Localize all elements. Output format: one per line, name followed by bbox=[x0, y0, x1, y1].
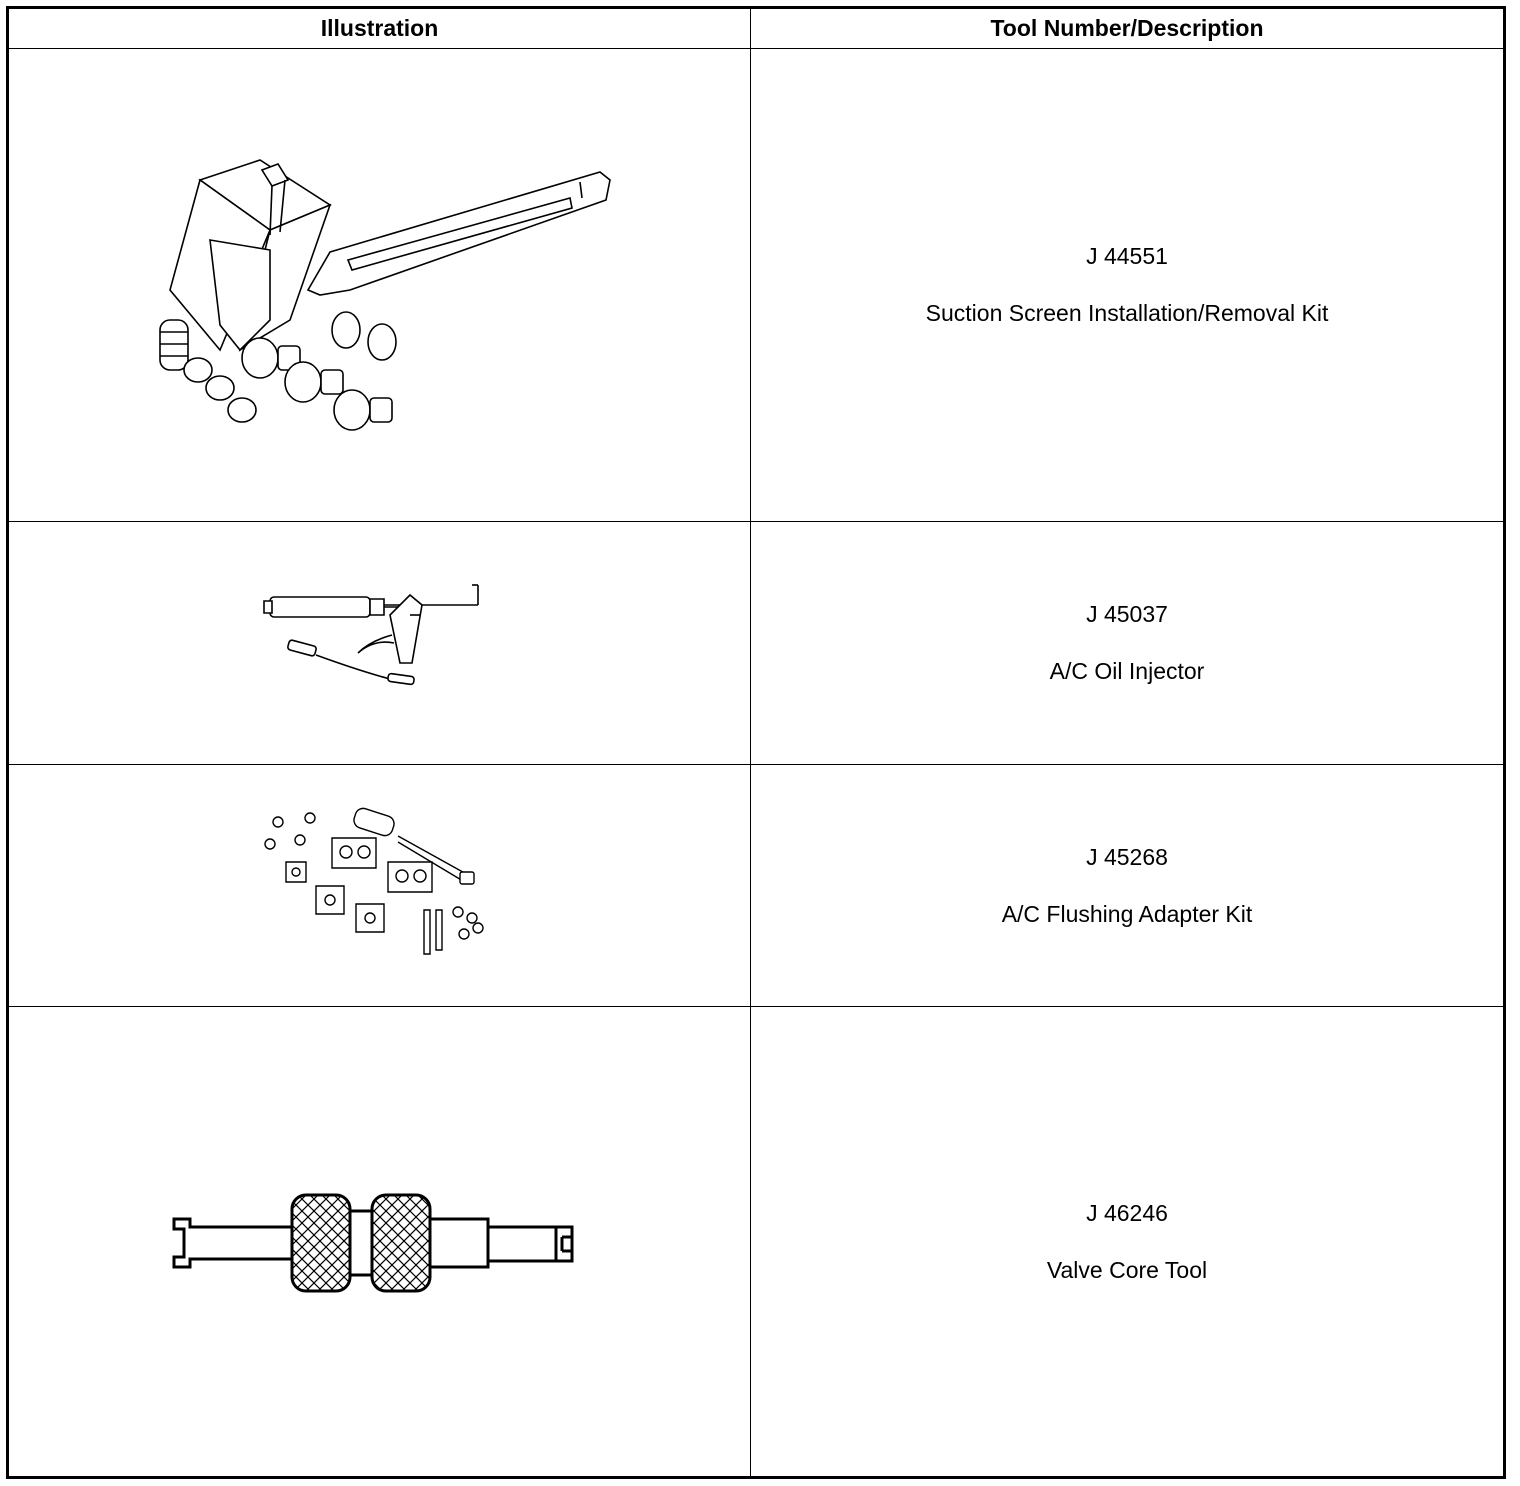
tool-table bbox=[6, 6, 1506, 1479]
tool-description: A/C Flushing Adapter Kit bbox=[1001, 900, 1253, 927]
description-cell bbox=[751, 765, 1503, 1007]
illustration-cell bbox=[9, 765, 751, 1007]
tool-number: J 44551 bbox=[1086, 243, 1168, 269]
illustration-cell bbox=[9, 522, 751, 765]
tool-description: A/C Oil Injector bbox=[1049, 658, 1205, 684]
tool-description: Suction Screen Installation/Removal Kit bbox=[925, 300, 1329, 326]
description-cell bbox=[751, 522, 1503, 765]
valve-core-tool-icon bbox=[170, 1187, 590, 1297]
description-cell bbox=[751, 49, 1503, 522]
suction-screen-kit-icon bbox=[120, 120, 640, 450]
tool-number: J 45037 bbox=[1086, 601, 1168, 627]
header-description bbox=[751, 9, 1503, 49]
header-description-label: Tool Number/Description bbox=[990, 15, 1264, 41]
header-illustration-label: Illustration bbox=[320, 15, 439, 41]
tool-number: J 45268 bbox=[1086, 843, 1168, 870]
illustration-cell bbox=[9, 49, 751, 522]
description-cell bbox=[751, 1007, 1503, 1476]
tool-number: J 46246 bbox=[1086, 1199, 1168, 1226]
tool-description: Valve Core Tool bbox=[1046, 1256, 1208, 1283]
oil-injector-icon bbox=[260, 583, 500, 703]
header-illustration bbox=[9, 9, 751, 49]
illustration-cell bbox=[9, 1007, 751, 1476]
flushing-adapter-kit-icon bbox=[260, 806, 500, 966]
